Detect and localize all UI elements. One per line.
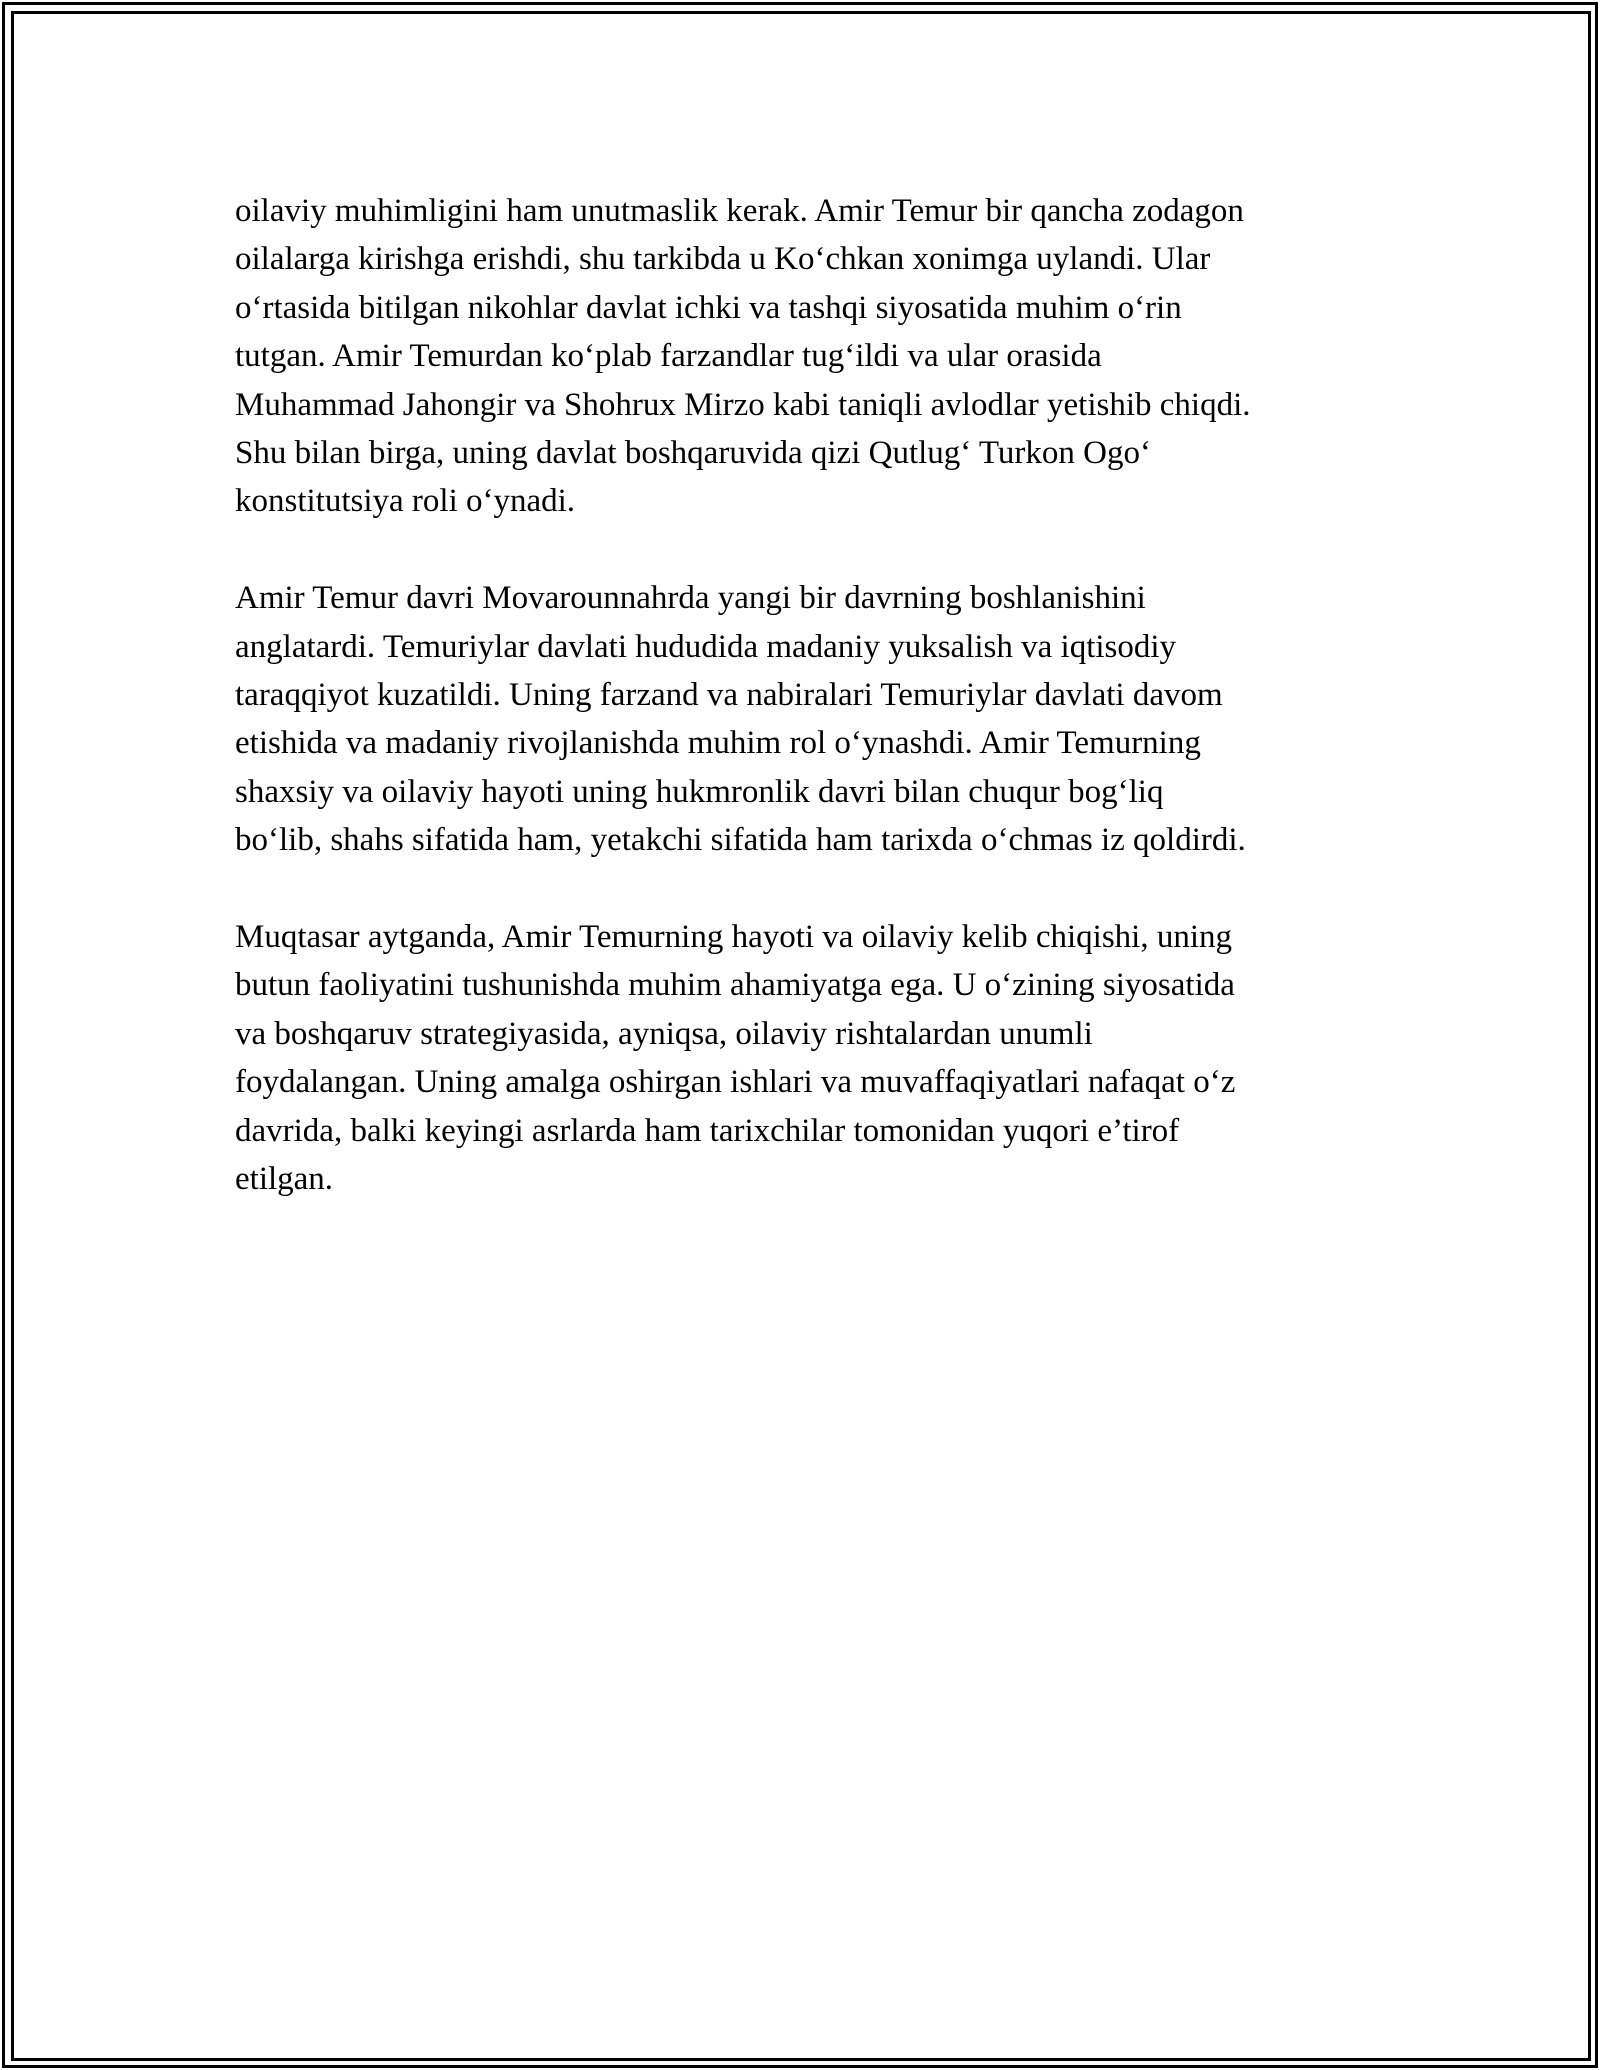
text-line: bo‘lib, shahs sifatida ham, yetakchi sifatida ham tarixda o‘chmas iz qoldirdi. [235, 822, 1246, 859]
text-line: Shu bilan birga, uning davlat boshqaruvida qizi Qutlug‘ Turkon Ogo‘ [235, 435, 1151, 472]
text-line: davrida, balki keyingi asrlarda ham tarixchilar tomonidan yuqori e’tirof [235, 1112, 1180, 1149]
text-line: Amir Temur davri Movarounnahrda yangi bir davrning boshlanishini [235, 580, 1146, 617]
text-line: foydalangan. Uning amalga oshirgan ishlari va muvaffaqiyatlari nafaqat o‘z [235, 1064, 1236, 1101]
paragraph-2 [235, 574, 1385, 864]
text-line: etilgan. [235, 1161, 334, 1198]
text-line: va boshqaruv strategiyasida, ayniqsa, oilaviy rishtalardan unumli [235, 1015, 1093, 1052]
text-line: butun faoliyatini tushunishda muhim ahamiyatga ega. U o‘zining siyosatida [235, 967, 1235, 1004]
document-body [235, 187, 1385, 1252]
text-line: anglatardi. Temuriylar davlati hududida madaniy yuksalish va iqtisodiy [235, 628, 1177, 665]
text-line: oilaviy muhimligini ham unutmaslik kerak. Amir Temur bir qancha zodagon [235, 193, 1244, 229]
text-line: oilalarga kirishga erishdi, shu tarkibda u Ko‘chkan xonimga uylandi. Ular [235, 241, 1211, 278]
paragraph-3 [235, 913, 1385, 1203]
text-line: etishida va madaniy rivojlanishda muhim rol o‘ynashdi. Amir Temurning [235, 725, 1201, 762]
paragraph-1 [235, 187, 1385, 526]
text-line: shaxsiy va oilaviy hayoti uning hukmronlik davri bilan chuqur bog‘liq [235, 773, 1164, 810]
text-line: Muqtasar aytganda, Amir Temurning hayoti va oilaviy kelib chiqishi, uning [235, 919, 1232, 956]
text-line: Muhammad Jahongir va Shohrux Mirzo kabi taniqli avlodlar yetishib chiqdi. [235, 386, 1251, 423]
text-line: taraqqiyot kuzatildi. Uning farzand va nabiralari Temuriylar davlati davom [235, 677, 1223, 714]
text-line: tutgan. Amir Temurdan ko‘plab farzandlar tug‘ildi va ular orasida [235, 338, 1102, 375]
text-line: konstitutsiya roli o‘ynadi. [235, 483, 576, 520]
text-line: o‘rtasida bitilgan nikohlar davlat ichki va tashqi siyosatida muhim o‘rin [235, 289, 1182, 326]
